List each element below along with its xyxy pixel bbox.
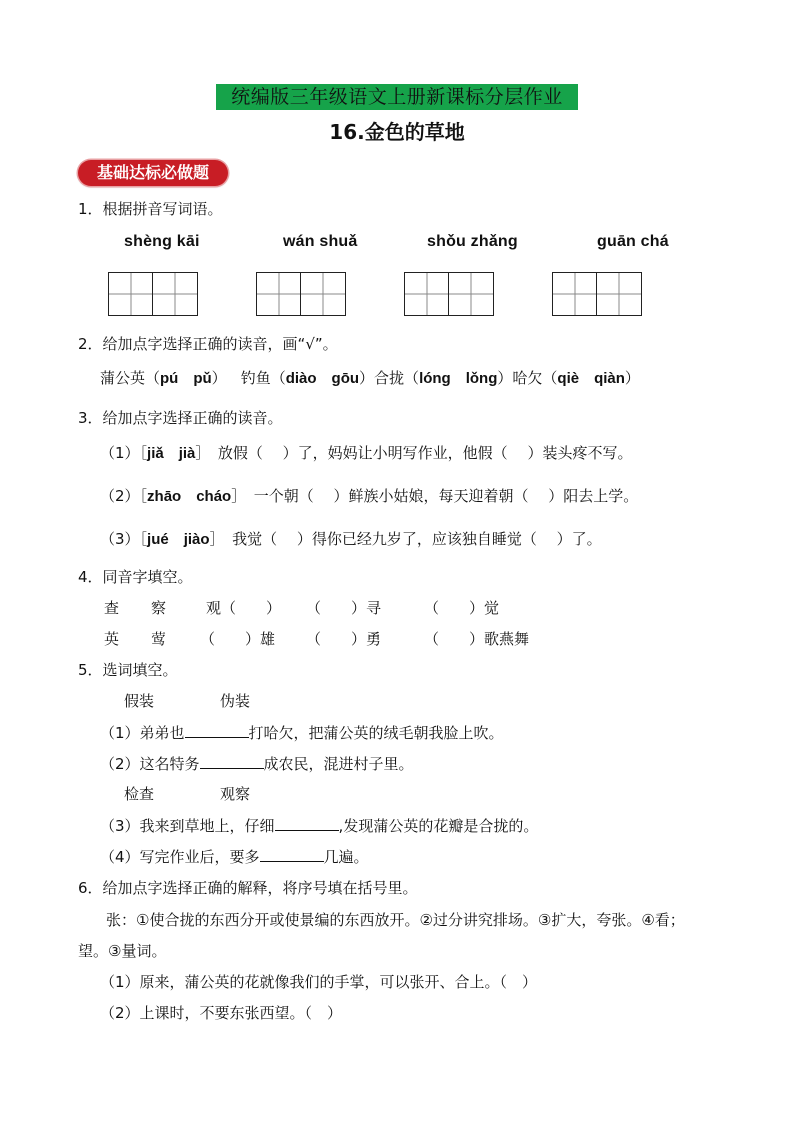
homophone-char: 查 xyxy=(104,599,120,617)
writing-cell[interactable] xyxy=(301,273,345,315)
item-text: ］ 我觉（ ）得你已经九岁了，应该独自睡觉（ ）了。 xyxy=(209,530,602,548)
writing-cell[interactable] xyxy=(553,273,597,315)
option-word: 蒲公英（ xyxy=(100,369,161,387)
definition-text: 望。③量词。 xyxy=(78,942,167,960)
question-1-prompt: 1．根据拼音写词语。 xyxy=(78,200,223,218)
lesson-title: 16.金色的草地 xyxy=(329,120,465,144)
question-3-item xyxy=(100,485,638,508)
homophone-char: 察 xyxy=(151,599,167,617)
option-close: ） xyxy=(497,369,513,387)
item-number: （3）［ xyxy=(100,530,148,548)
option-close: ） xyxy=(359,369,375,387)
question-2-prompt: 2．给加点字选择正确的读音，画“√”。 xyxy=(78,335,338,353)
pinyin-label: shèng kāi xyxy=(124,233,200,250)
answer-blank[interactable] xyxy=(275,814,339,831)
sentence-end: 成农民，混进村子里。 xyxy=(263,755,414,773)
homophone-char: 英 xyxy=(104,630,120,648)
fill-sentence xyxy=(100,845,369,868)
pinyin-label: wán shuǎ xyxy=(283,233,358,250)
option-pinyin[interactable]: qiè qiàn xyxy=(557,370,625,387)
writing-grid[interactable] xyxy=(256,272,346,316)
homophone-blank[interactable]: （ ）寻 xyxy=(306,599,382,617)
writing-cell[interactable] xyxy=(449,273,493,315)
sentence-start: （1）弟弟也 xyxy=(100,724,185,742)
option-word: 哈欠（ xyxy=(512,369,558,387)
answer-blank[interactable] xyxy=(260,845,324,862)
writing-grid[interactable] xyxy=(108,272,198,316)
question-3-prompt: 3．给加点字选择正确的读音。 xyxy=(78,409,283,427)
item-number: （2）［ xyxy=(100,487,148,505)
homophone-blank[interactable]: 观（ ） xyxy=(206,599,282,617)
question-6-sentence: （1）原来，蒲公英的花就像我们的手掌，可以张开、合上。（ ） xyxy=(100,973,538,991)
word-choice: 假装 xyxy=(124,692,155,710)
option-close: ） xyxy=(211,369,227,387)
option-pinyin[interactable]: pú pǔ xyxy=(160,370,212,387)
definition-text: 张：①使合拢的东西分开或使景编的东西放开。②过分讲究排场。③扩大，夸张。④看； xyxy=(106,911,685,929)
sentence-end: 几遍。 xyxy=(323,848,369,866)
homophone-blank[interactable]: （ ）勇 xyxy=(306,630,382,648)
question-3-item xyxy=(100,528,602,551)
word-choice: 检查 xyxy=(124,785,155,803)
homophone-blank[interactable]: （ ）觉 xyxy=(424,599,500,617)
option-pinyin[interactable]: diào gōu xyxy=(285,370,360,387)
pinyin-label: guān chá xyxy=(597,233,669,250)
item-text: ］ 放假（ ）了，妈妈让小明写作业，他假（ ）装头疼不写。 xyxy=(195,444,633,462)
question-3-item xyxy=(100,442,632,465)
item-number: （1）［ xyxy=(100,444,148,462)
writing-cell[interactable] xyxy=(153,273,197,315)
homophone-blank[interactable]: （ ）雄 xyxy=(200,630,276,648)
writing-cell[interactable] xyxy=(597,273,641,315)
question-4-prompt: 4．同音字填空。 xyxy=(78,568,193,586)
answer-blank[interactable] xyxy=(200,752,264,769)
option-pinyin[interactable]: lóng lǒng xyxy=(419,370,498,387)
fill-sentence xyxy=(100,721,504,744)
writing-cell[interactable] xyxy=(109,273,153,315)
sentence-start: （2）这名特务 xyxy=(100,755,200,773)
question-2-items xyxy=(100,367,640,390)
writing-cell[interactable] xyxy=(257,273,301,315)
sentence-start: （4）写完作业后，要多 xyxy=(100,848,260,866)
word-choice: 观察 xyxy=(220,785,251,803)
question-6-sentence: （2）上课时，不要东张西望。（ ） xyxy=(100,1004,343,1022)
fill-sentence xyxy=(100,814,538,837)
option-pinyin: zhāo cháo xyxy=(147,488,232,505)
answer-blank[interactable] xyxy=(185,721,249,738)
option-pinyin: jiǎ jià xyxy=(147,445,196,462)
question-6-prompt: 6．给加点字选择正确的解释，将序号填在括号里。 xyxy=(78,879,418,897)
item-text: ］ 一个朝（ ）鲜族小姑娘，每天迎着朝（ ）阳去上学。 xyxy=(231,487,639,505)
homophone-blank[interactable]: （ ）歌燕舞 xyxy=(424,630,530,648)
sentence-end: 打哈欠，把蒲公英的绒毛朝我脸上吹。 xyxy=(248,724,504,742)
option-close: ） xyxy=(624,369,640,387)
question-5-prompt: 5．选词填空。 xyxy=(78,661,178,679)
homophone-char: 莺 xyxy=(151,630,167,648)
sentence-start: （3）我来到草地上，仔细 xyxy=(100,817,275,835)
writing-cell[interactable] xyxy=(405,273,449,315)
writing-grid[interactable] xyxy=(404,272,494,316)
option-word: 合拢（ xyxy=(374,369,420,387)
option-word: 钓鱼（ xyxy=(240,369,286,387)
sentence-end: ,发现蒲公英的花瓣是合拢的。 xyxy=(338,817,539,835)
option-pinyin: jué jiào xyxy=(147,531,210,548)
pinyin-label: shǒu zhǎng xyxy=(427,233,518,250)
word-choice: 伪装 xyxy=(220,692,251,710)
fill-sentence xyxy=(100,752,414,775)
section-badge: 基础达标必做题 xyxy=(78,160,228,186)
series-banner: 统编版三年级语文上册新课标分层作业 xyxy=(216,84,578,110)
writing-grid[interactable] xyxy=(552,272,642,316)
